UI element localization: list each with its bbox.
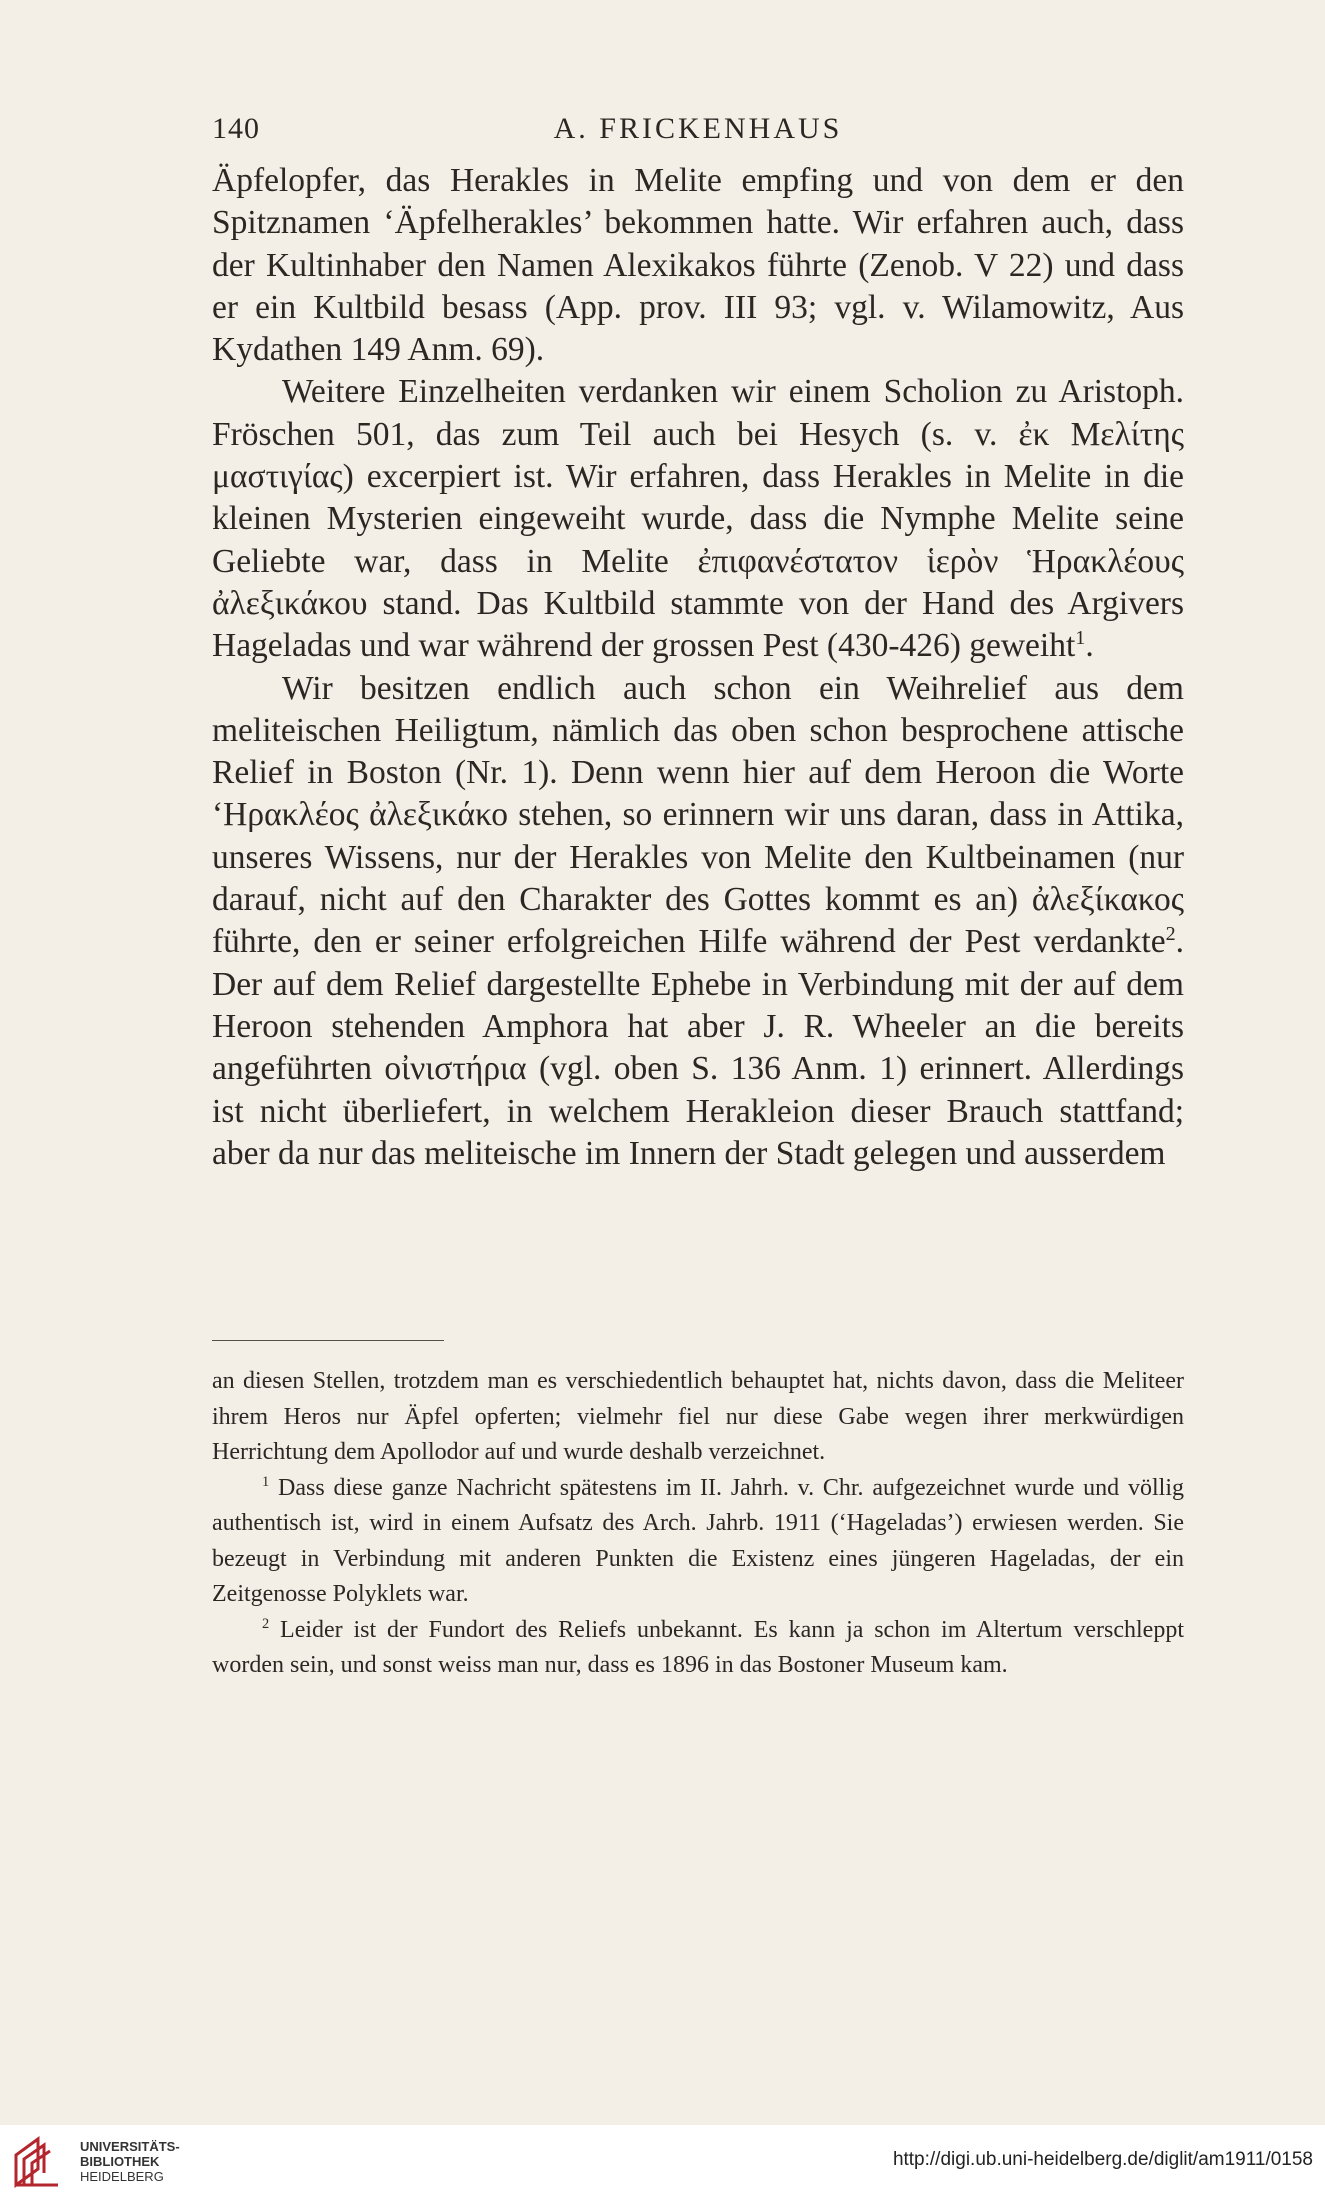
footnote-ref-2[interactable]: 2 [1165, 923, 1176, 946]
running-head-author: A. FRICKENHAUS [553, 112, 843, 145]
paragraph-2-end: . [1085, 627, 1094, 665]
footnote-continuation: an diesen Stellen, trotzdem man es verschiedentlich behauptet hat, nichts davon, dass die Meliteer ihrem Heros nur Äpfel opferten; vielmehr fiel nur diese Gabe wegen ihrer merkwürdigen Herrichtung dem Apollodor auf und wurde deshalb verzeichnet. [212, 1368, 1184, 1465]
paragraph-2 [212, 371, 1184, 667]
institution-line-1: UNIVERSITÄTS- [80, 2139, 180, 2154]
institution-name [80, 2139, 180, 2184]
footnote-2-text: Leider ist der Fundort des Reliefs unbekannt. Es kann ja schon im Altertum verschleppt worden sein, und sonst weiss man nur, dass es 1896 in das Bostoner Museum kam. [212, 1616, 1184, 1678]
footnote-2 [212, 1613, 1184, 1684]
source-url-link[interactable]: http://digi.ub.uni-heidelberg.de/diglit/am1911/0158 [892, 2149, 1313, 2170]
footnote-1-text: Dass diese ganze Nachricht spätestens im II. Jahrh. v. Chr. aufgezeichnet wurde und völlig authentisch ist, wird in einem Aufsatz des Arch. Jahrb. 1911 (‘Hageladas’) erwiesen werden. Sie bezeugt in Verbindung mit anderen Punkten die Existenz eines jüngeren Hageladas, der ein Zeitgenosse Polyklets war. [212, 1474, 1184, 1607]
paragraph-3-end: . Der auf dem Relief dargestellte Ephebe in Verbindung mit der auf dem Heroon stehenden Amphora hat aber J. R. Wheeler an die bereits angeführten οἰνιστήρια (vgl. oben S. 136 Anm. 1) erinnert. Allerdings ist nicht überliefert, in welchem Herakleion dieser Brauch stattfand; aber da nur das meliteische im Innern der Stadt gelegen und ausserdem [212, 923, 1184, 1172]
page-number: 140 [212, 112, 260, 145]
footnote-2-mark: 2 [262, 1615, 270, 1632]
footnote-1-mark: 1 [262, 1473, 270, 1490]
paragraph-3 [212, 668, 1184, 1176]
footnote-ref-1[interactable]: 1 [1075, 627, 1086, 650]
running-header [212, 112, 1184, 152]
footnotes [212, 1364, 1184, 1684]
footnote-1 [212, 1471, 1184, 1613]
footnote-divider [212, 1340, 444, 1341]
main-text [212, 160, 1184, 1175]
paragraph-2-text: Weitere Einzelheiten verdanken wir einem Scholion zu Aristoph. Fröschen 501, das zum Teil auch bei Hesych (s. v. ἐκ Μελίτης μαστιγίας) excerpiert ist. Wir erfahren, dass Herakles in Melite in die kleinen Mysterien eingeweiht wurde, dass die Nymphe Melite seine Geliebte war, dass in Melite ἐπιφανέστατον ἱερὸν Ἡρακλέους ἀλεξικάκου stand. Das Kultbild stammte von der Hand des Argivers Hageladas und war während der grossen Pest (430-426) geweiht [212, 373, 1184, 665]
institution-line-2: BIBLIOTHEK [80, 2154, 160, 2169]
university-library-logo-icon[interactable] [10, 2133, 68, 2191]
paragraph-3-text: Wir besitzen endlich auch schon ein Weihrelief aus dem meliteischen Heiligtum, nämlich das oben schon besprochene attische Relief in Boston (Nr. 1). Denn wenn hier auf dem Heroon die Worte ‘Ηρακλέος ἀλεξικάκο stehen, so erinnern wir uns daran, dass in Attika, unseres Wissens, nur der Herakles von Melite den Kultbeinamen (nur darauf, nicht auf den Charakter des Gottes kommt es an) ἀλεξίκακος führte, den er seiner erfolgreichen Hilfe während der Pest verdankte [212, 669, 1184, 961]
paragraph-1: Äpfelopfer, das Herakles in Melite empfing und von dem er den Spitznamen ‘Äpfelherakles’ bekommen hatte. Wir erfahren auch, dass der Kultinhaber den Namen Alexikakos führte (Zenob. V 22) und dass er ein Kultbild besass (App. prov. III 93; vgl. v. Wilamowitz, Aus Kydathen 149 Anm. 69). [212, 162, 1184, 369]
institution-line-3: HEIDELBERG [80, 2169, 164, 2184]
digitization-footer [0, 2125, 1325, 2195]
